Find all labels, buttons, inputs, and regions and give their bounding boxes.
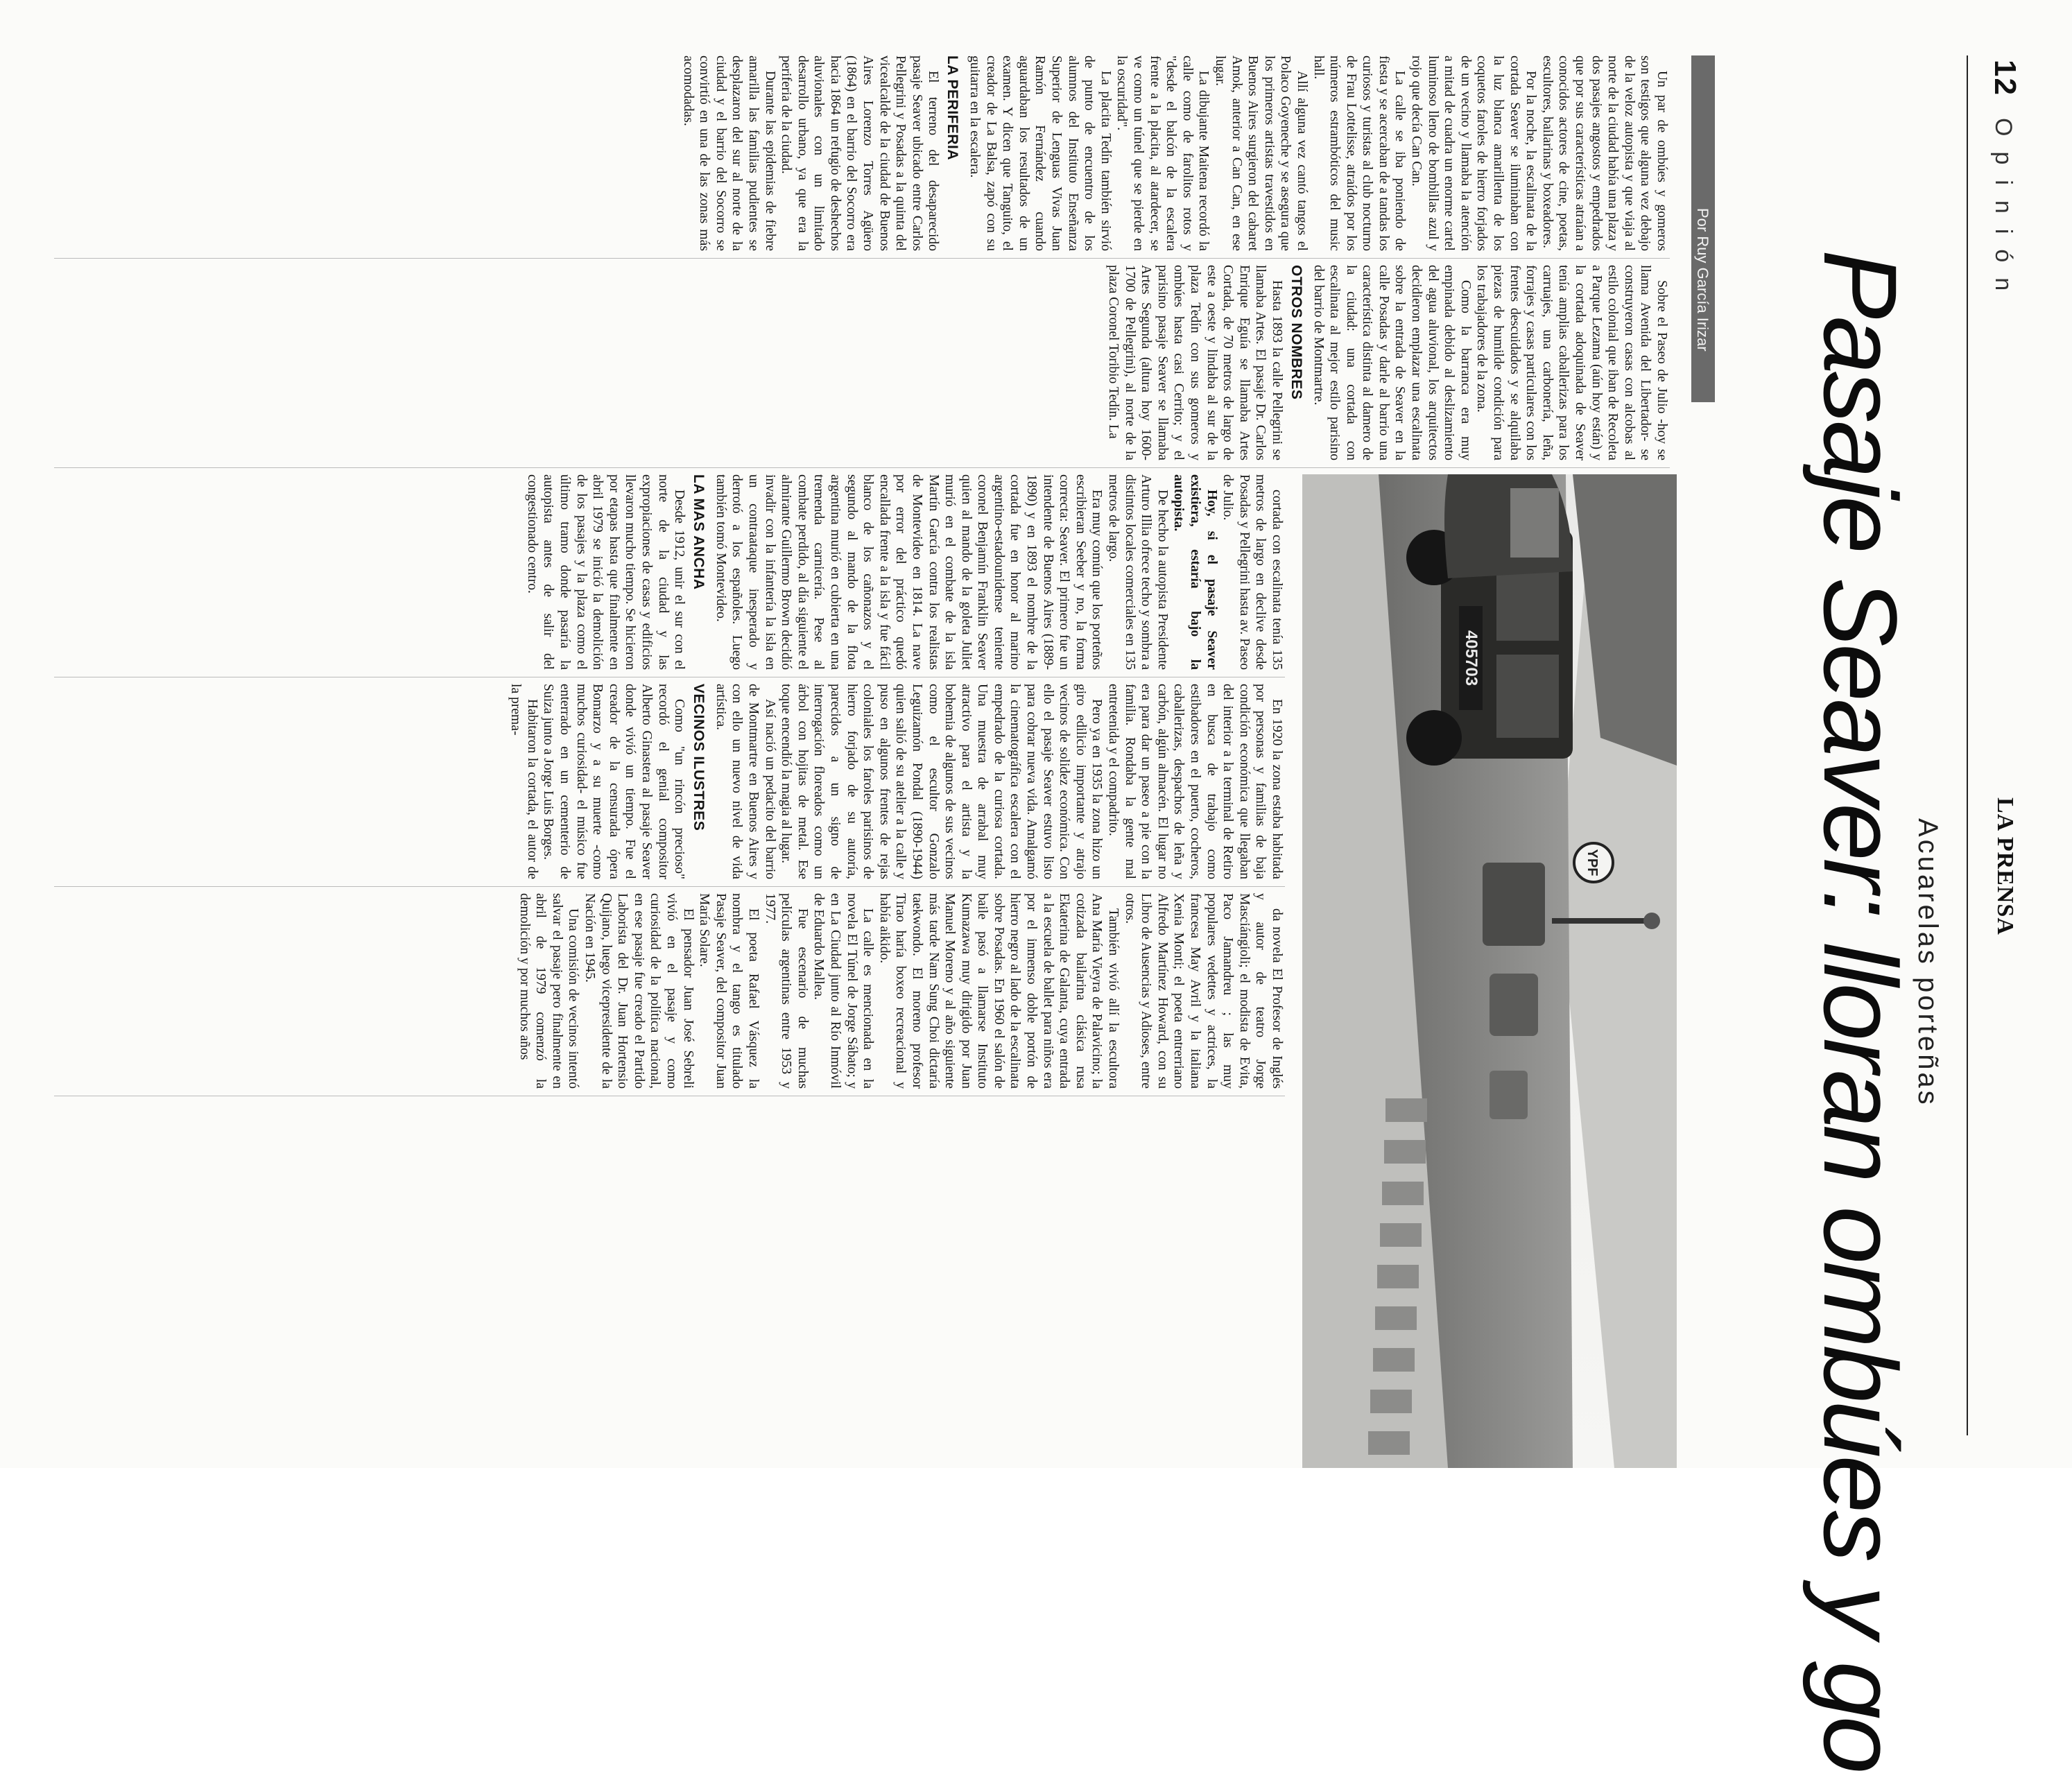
article-column-5 bbox=[54, 893, 1285, 1089]
paragraph: La calle se iba poniendo de fiesta y se acercaban de a tandas los curiosos y turistas al club nocturno de Frau Lottelisse, atraídos por los números estrambóticos del music hall. bbox=[1311, 55, 1408, 251]
paragraph: Como "un rincón precioso" recordó el genial compositor Alberto Ginastera al pasaje Seaver donde vivió un tiempo. Fue el creador de la censurada ópera Bomarzo y a su muerte -como muchos curiosidad- el músico fue enterrado en un cementerio de Suiza junto a Jorge Luis Borges. bbox=[541, 684, 687, 879]
paragraph: Habitaron la cortada, el autor de la prema- bbox=[508, 684, 539, 879]
ypf-sign: YPF bbox=[1585, 849, 1600, 876]
paragraph: da novela El Profesor de Inglés y autor de teatro Jorge Masciángioli; el modista de Evita, Paco Jamandreu ; las muy populares vedettes y actrices, la francesa May Avril y la italiana Xenia Monti; el poeta entrerriano Alfredo Martínez Howard, con su Libro de Ausencias y Adioses, entre otros. bbox=[1122, 893, 1284, 1089]
paragraph: Como la barranca era muy empinada debido al deslizamiento del agua aluvional, los arquitectos decidieron emplazar una escalinata sobre la entrada de Seaver en la calle Posadas y darle al barrio una característica distinta al damero de la ciudad: una cortada con escalinata al mejor estilo parisino del barrio de Montmartre. bbox=[1311, 265, 1473, 460]
section-name: Opinión bbox=[1990, 118, 2017, 306]
subheading: LA PERIFERIA bbox=[944, 55, 961, 161]
article-column-1 bbox=[54, 55, 1670, 251]
article-column-4 bbox=[54, 684, 1285, 879]
paragraph: Desde 1912, unir el sur con el norte de la ciudad y las expropiaciones de casas y edificios llevaron mucho tiempo. Se hicieron por etapas hasta que finalmente en abril 1979 se inició la demolición de los pasajes y la plaza como el último tramo donde pasaría la autopista antes de salir del congestionado centro. bbox=[524, 474, 687, 670]
paragraph: El terreno del desaparecido pasaje Seaver ubicado entre Carlos Pellegrini y Posadas a la quinta del vicealcalde de la ciudad de Buenos Aires Lorenzo Torres Agüero (1864) en el barrio del Socorro era hacia 1864 un refugio de deshechos aluvionales con un limitado desarrollo urbano, ya que era la periferia de la ciudad. bbox=[779, 55, 941, 251]
paragraph: La placita Tedín también sirvió de punto de encuentro de los alumnos del Instituto Enseñanza Superior de Lenguas Vivas Juan Ramón Fernández cuando aguardaban los resultados de un examen. Y dicen que Tanguito, el creador de La Balsa, zapó con su guitarra en la escalera. bbox=[967, 55, 1113, 251]
paragraph: Una comisión de vecinos intentó salvar el pasaje pero finalmente en abril de 1979 comenzó la demolición y por muchos años bbox=[517, 893, 581, 1089]
newspaper-name: LA PRENSA bbox=[1992, 797, 2018, 935]
paragraph: De hecho la autopista Presidente Arturo Illia ofrece techo y sombra a distintos locales comerciales en 135 metros de largo. bbox=[1106, 474, 1170, 670]
paragraph: Por la noche, la escalinata de la cortada Seaver se iluminaban con la luz blanca amarillenta de los coquetos faroles de hierro forjados de un vecino y llamaba la atención a mitad de cuadra un enorme cartel luminoso lleno de bombillas azul y rojo que decía Can Can. bbox=[1409, 55, 1539, 251]
license-plate: 405703 bbox=[1462, 630, 1480, 686]
subheading: VECINOS ILUSTRES bbox=[691, 684, 707, 831]
paragraph: Un par de ombúes y gomeros son testigos que alguna vez debajo de la veloz autopista y que viaja al norte de la ciudad había una plaza y dos pasajes angostos y empedrados que por sus características atraían a conocidos actores de cine, poetas, escultores, bailarinas y boxeadores. bbox=[1539, 55, 1669, 251]
street-photo-illustration bbox=[1302, 474, 1677, 1468]
paragraph: Era muy común que los porteños escribieran Seeber y no, la forma correcta: Seaver. El primero fue un intendente de Buenos Aires (1889-1890) y en 1893 el nombre de la cortada fue en honor al marino argentino-estadounidense teniente coronel Benjamín Franklin Seaver quien al mando de la goleta Juliet murió en el combate de la isla Martín García contra los realistas de Montevideo en 1814. La nave por error del práctico quedó encallada frente a la isla y fue fácil blanco de los cañonazos y el segundo al mando de la flota argentina murió en cubierta en una tremenda carnicería. Pese al combate perdido, al día siguiente el almirante Guillermo Brown decidió invadir con la infantería la isla en un contraataque inesperado y derrotó a los españoles. Luego también tomó Montevideo. bbox=[713, 474, 1105, 670]
paragraph: También vivió allí la escultora Ana María Vieyra de Palavicino; la cotizada bailarina clásica rusa Ekaterina de Galanta, cuya entrada a la escuela de ballet para niños era por el inmenso doble portón de hierro negro al lado de la escalinata sobre Posadas. En 1960 el salón de baile pasó a llamarse Instituto Kumazawa muy dirigido por Juan Manuel Moreno y al año siguiente más tarde Nam Sung Choi dictaría taekwondo. El moreno profesor Tirao haría boxeo recreacional y había aikido. bbox=[877, 893, 1121, 1089]
paragraph: Sobre el Paseo de Julio -hoy se llama Avenida del Libertador- se construyeron casas con alcobas al estilo colonial que iban de Recoleta a Parque Lezama (aún hoy están) y la cortada adoquinada de Seaver tenía amplias caballerizas para los carruajes, una carbonería, leña, forrajes y casas particulares con los frentes descuidados y se alquilaba piezas de humilde condición para los trabajadores de la zona. bbox=[1474, 265, 1669, 460]
paragraph: Así nació un pedacito del barrio de Montmartre en Buenos Aires y con ello un nuevo nivel de vida artística. bbox=[713, 684, 777, 879]
paragraph: cortada con escalinata tenía 135 metros de largo en declive desde Posadas y Pellegrini hasta av. Paseo de Julio. bbox=[1220, 474, 1284, 670]
column-rule bbox=[54, 258, 1670, 259]
paragraph: Allí alguna vez cantó tangos el Polaco Goyeneche y se asegura que los primeros artistas travestidos en Buenos Aires surgieron del cabaret Amok, anterior a Can Can, en ese lugar. bbox=[1212, 55, 1309, 251]
paragraph: La calle es mencionada en la novela El Túnel de Jorge Sábato; y en La Ciudad junto al Río Inmóvil de Eduardo Mallea. bbox=[811, 893, 876, 1089]
paragraph: Pero ya en 1935 la zona hizo un giro edilicio importante y atrajo vecinos de solidez económica. Con ello el pasaje Seaver estuvo listo para cobrar nueva vida. Amalgamó la cinematográfica escalera con el empedrado de la curiosa cortada. Una muestra de arrabal muy atractivo para el artista y la bohemia de algunos de sus vecinos como el escultor Gonzalo Leguizamón Pondal (1890-1944) quien salió de su atelier a la calle y puso en algunos frentes de rejas coloniales los faroles parisinos de hierro forjado de su autoría, parecidos a un signo de interrogación floreados como un árbol con hojitas de metal. Ese toque encendió la magia al lugar. bbox=[779, 684, 1105, 879]
headline: Pasaje Seaver: lloran ombúes y go bbox=[1802, 250, 1919, 1771]
subheading: OTROS NOMBRES bbox=[1288, 265, 1304, 400]
paragraph: La dibujante Maitena recordó la calle como de farolitos rotos y "desde el balcón de la escalera frente a la placita, al atardecer, se ve como un túnel que se pierde en la oscuridad". bbox=[1114, 55, 1211, 251]
series-title: Acuarelas porteñas bbox=[1913, 818, 1943, 1107]
byline: Por Ruy García Irizar bbox=[1694, 208, 1711, 352]
paragraph: El poeta Rafael Vásquez la nombra y el tango es titulado Pasaje Seaver, del compositor Juan María Solare. bbox=[697, 893, 761, 1089]
article-column-2 bbox=[54, 265, 1670, 460]
paragraph: Fue escenario de muchas películas argentinas entre 1953 y 1977. bbox=[762, 893, 810, 1089]
paragraph: Hasta 1893 la calle Pellegrini se llamaba Artes. El pasaje Dr. Carlos Enrique Eguía se llamaba Artes Cortada, de 70 metros de largo de este a oeste y lindaba al sur de la plaza Tedín con sus gomeros y ombúes hasta casi Cerrito; y el parisino pasaje Seaver se llamaba Artes Segunda (altura hoy 1600-1700 de Pellegrini), al norte de la plaza Coronel Toribio Tedín. La bbox=[1106, 265, 1284, 460]
paragraph: En 1920 la zona estaba habitada por personas y familias de baja condición económica que llegaban del interior a la terminal de Retiro en busca de trabajo como estibadores en el puerto, cocheros, caballerizas, despachos de leña y carbón, algún almacén. El lugar no era para dar un paseo a pie con la familia. Rondaba la gente mal entretenida y el compadrito. bbox=[1106, 684, 1284, 879]
subheading: LA MAS ANCHA bbox=[691, 474, 707, 590]
article-column-3 bbox=[54, 474, 1285, 670]
column-rule bbox=[54, 886, 1285, 887]
paragraph: El pensador Juan José Sebreli vivió en el pasaje y como curiosidad de la política nacional, en ese pasaje fue creado el Partido Laborista del Dr. Juan Hortensio Quijano, luego vicepresidente de la Nación en 1945. bbox=[582, 893, 696, 1089]
column-rule bbox=[54, 467, 1670, 468]
street-photograph bbox=[1302, 474, 1677, 1468]
paragraph: Durante las epidemias de fiebre amarilla las familias pudientes se desplazaron del sur al norte de la ciudad y el barrio del Socorro se convirtió en una de las zonas más acomodadas. bbox=[680, 55, 777, 251]
paragraph: Hoy, si el pasaje Seaver existiera, estaría bajo la autopista. bbox=[1171, 474, 1219, 670]
page-number: 12 bbox=[1988, 60, 2022, 96]
header-rule bbox=[1967, 55, 1968, 1435]
